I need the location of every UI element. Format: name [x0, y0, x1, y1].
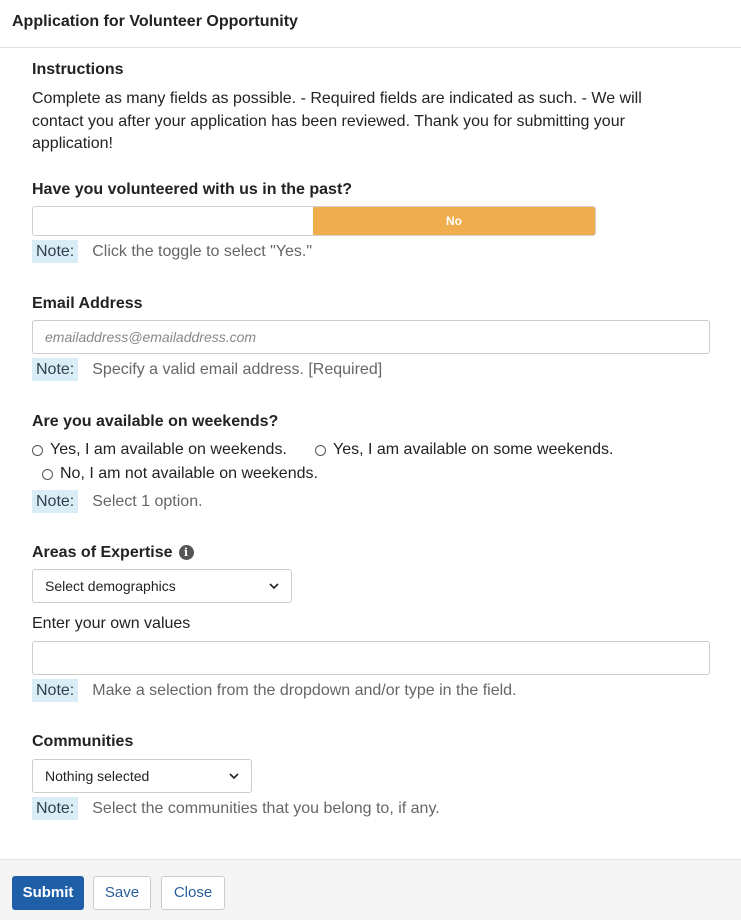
radio-circle[interactable] [315, 445, 326, 456]
weekends-label: Are you available on weekends? [32, 413, 279, 430]
email-note [32, 358, 382, 381]
own-values-label: Enter your own values [32, 615, 191, 632]
dialog-header [0, 0, 741, 48]
toggle-no-state[interactable]: No [313, 207, 595, 235]
info-icon[interactable]: i [179, 545, 194, 560]
save-button[interactable]: Save [93, 876, 151, 910]
submit-button[interactable]: Submit [12, 876, 84, 910]
radio-weekends-yes[interactable] [32, 441, 287, 459]
volunteered-toggle[interactable] [32, 206, 596, 236]
dialog-title: Application for Volunteer Opportunity [12, 13, 298, 30]
volunteered-label: Have you volunteered with us in the past? [32, 181, 353, 198]
dialog-footer [0, 859, 741, 920]
note-label: Note: [32, 358, 78, 381]
own-values-field[interactable] [33, 642, 709, 674]
note-text: Specify a valid email address. [Required] [92, 360, 383, 378]
radio-circle[interactable] [32, 445, 43, 456]
own-values-wrapper [32, 641, 710, 675]
note-text: Click the toggle to select "Yes." [92, 242, 313, 260]
radio-label: Yes, I am available on some weekends. [333, 441, 614, 458]
instructions-text: Complete as many fields as possible. - Required fields are indicated as such. - We will contact you after your application has been reviewed. Thank you for submitting your application! [32, 90, 642, 152]
volunteered-note [32, 240, 312, 263]
expertise-select[interactable] [32, 569, 292, 603]
expertise-label: Areas of Expertise [32, 544, 173, 561]
communities-note [32, 797, 440, 820]
communities-label: Communities [32, 733, 134, 750]
note-label: Note: [32, 679, 78, 702]
radio-label: No, I am not available on weekends. [60, 465, 318, 482]
email-field[interactable] [33, 321, 709, 353]
chevron-down-icon [227, 769, 241, 783]
instructions-heading: Instructions [32, 61, 124, 78]
note-text: Make a selection from the dropdown and/or type in the field. [92, 681, 517, 699]
radio-weekends-some[interactable] [315, 441, 613, 459]
email-label: Email Address [32, 295, 143, 312]
communities-select[interactable] [32, 759, 252, 793]
note-label: Note: [32, 240, 78, 263]
communities-select-value: Nothing selected [45, 768, 150, 784]
weekends-note [32, 490, 203, 513]
note-label: Note: [32, 797, 78, 820]
radio-label: Yes, I am available on weekends. [50, 441, 287, 458]
note-text: Select 1 option. [92, 492, 203, 510]
close-button[interactable]: Close [161, 876, 225, 910]
expertise-label-row [32, 544, 194, 562]
radio-circle[interactable] [42, 469, 53, 480]
expertise-note [32, 679, 517, 702]
note-text: Select the communities that you belong to, if any. [92, 799, 440, 817]
expertise-select-value: Select demographics [45, 578, 176, 594]
radio-weekends-no[interactable] [42, 465, 318, 483]
chevron-down-icon [267, 579, 281, 593]
email-field-wrapper [32, 320, 710, 354]
note-label: Note: [32, 490, 78, 513]
